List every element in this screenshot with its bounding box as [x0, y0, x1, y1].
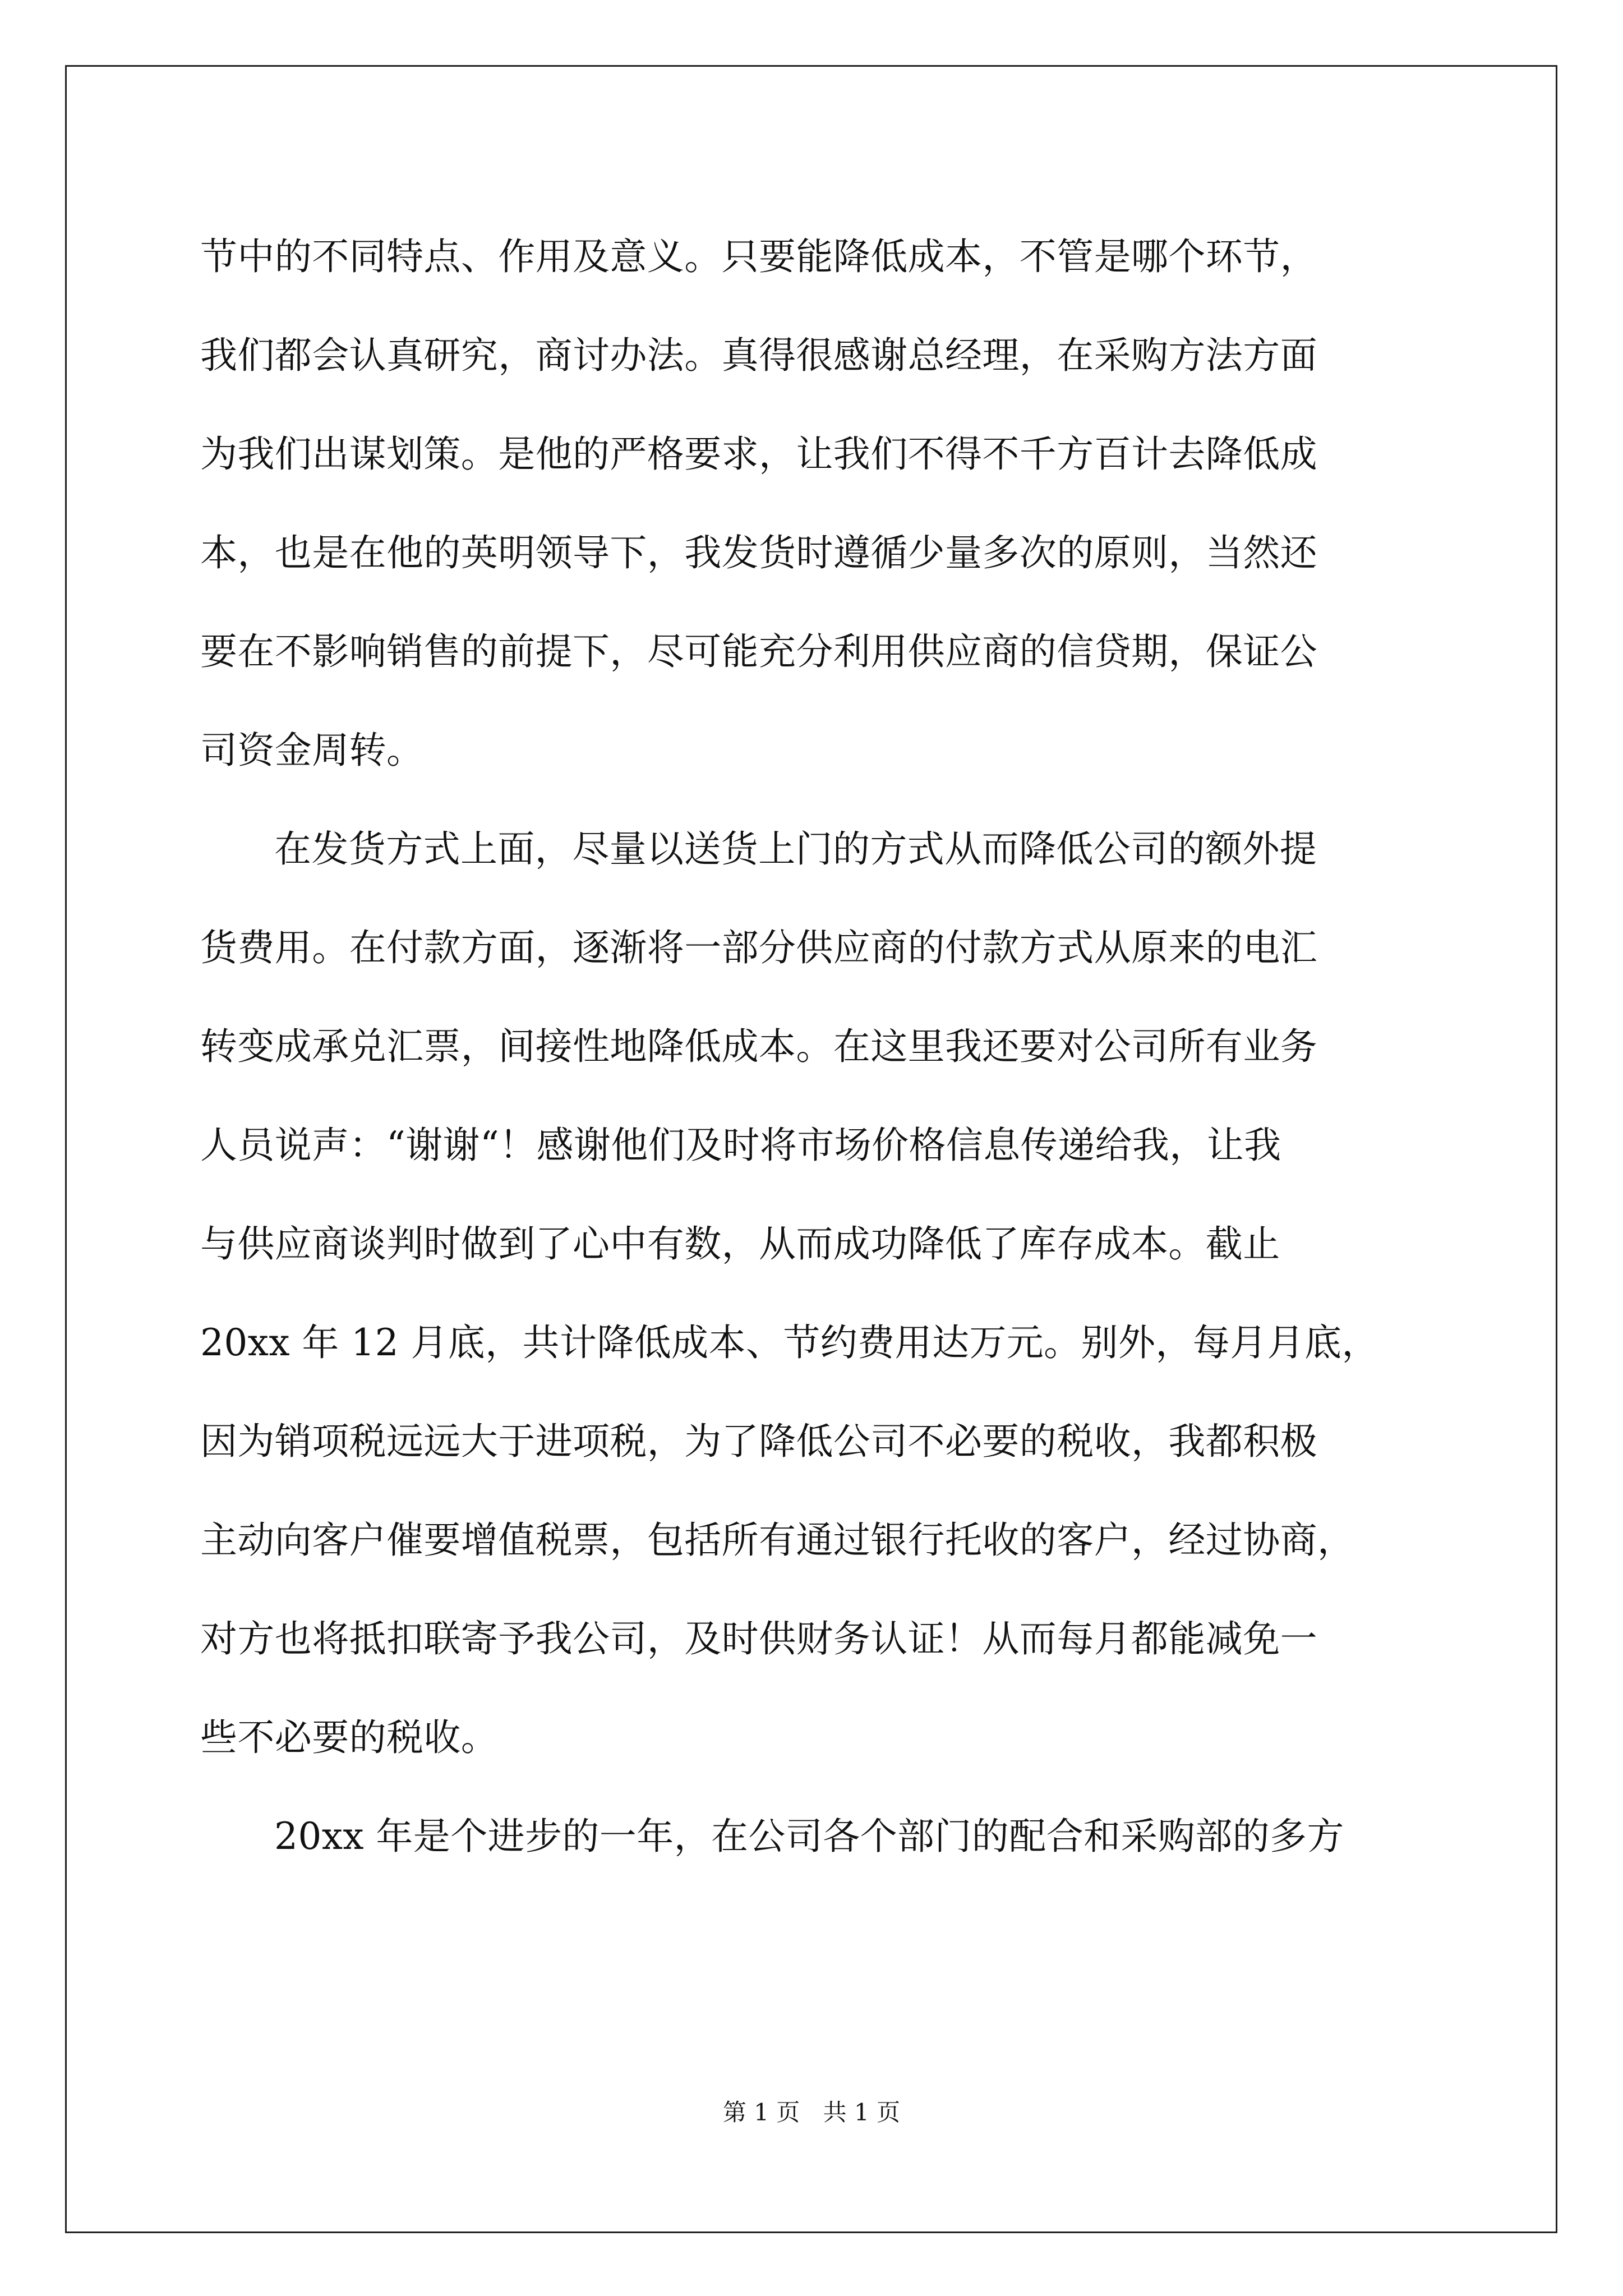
paragraph-start-line: 20xx 年是个进步的一年，在公司各个部门的配合和采购部的多方: [274, 1815, 1344, 1858]
page-total: 共 1 页: [823, 2099, 901, 2126]
text-line: 司资金周转。: [200, 729, 424, 772]
text-line: 与供应商谈判时做到了心中有数，从而成功降低了库存成本。截止: [200, 1222, 1280, 1266]
text-line: 要在不影响销售的前提下，尽可能充分利用供应商的信贷期，保证公: [200, 630, 1317, 673]
text-line: 货费用。在付款方面，逐渐将一部分供应商的付款方式从原来的电汇: [200, 926, 1317, 969]
text-line: 对方也将抵扣联寄予我公司，及时供财务认证！从而每月都能减免一: [200, 1617, 1317, 1660]
text-line: 为我们出谋划策。是他的严格要求，让我们不得不千方百计去降低成: [200, 432, 1317, 476]
page-footer: [0, 2097, 1623, 2128]
text-line: 我们都会认真研究，商讨办法。真得很感谢总经理，在采购方法方面: [200, 334, 1317, 377]
paragraph-start-line: 在发货方式上面，尽量以送货上门的方式从而降低公司的额外提: [274, 827, 1317, 871]
text-line: 节中的不同特点、作用及意义。只要能降低成本，不管是哪个环节，: [200, 235, 1317, 278]
text-line: 主动向客户催要增值税票，包括所有通过银行托收的客户，经过协商，: [200, 1519, 1355, 1562]
text-line: 本，也是在他的英明领导下，我发货时遵循少量多次的原则，当然还: [200, 531, 1317, 574]
text-line: 些不必要的税收。: [200, 1716, 499, 1759]
text-line: 20xx 年 12 月底，共计降低成本、节约费用达万元。别外，每月月底，: [200, 1321, 1379, 1364]
text-line: 人员说声：“谢谢“！感谢他们及时将市场价格信息传递给我，让我: [200, 1124, 1281, 1167]
page-number: 第 1 页: [722, 2099, 800, 2126]
text-line: 因为销项税远远大于进项税，为了降低公司不必要的税收，我都积极: [200, 1420, 1317, 1463]
text-line: 转变成承兑汇票，间接性地降低成本。在这里我还要对公司所有业务: [200, 1025, 1317, 1068]
document-body: [200, 208, 1434, 1886]
